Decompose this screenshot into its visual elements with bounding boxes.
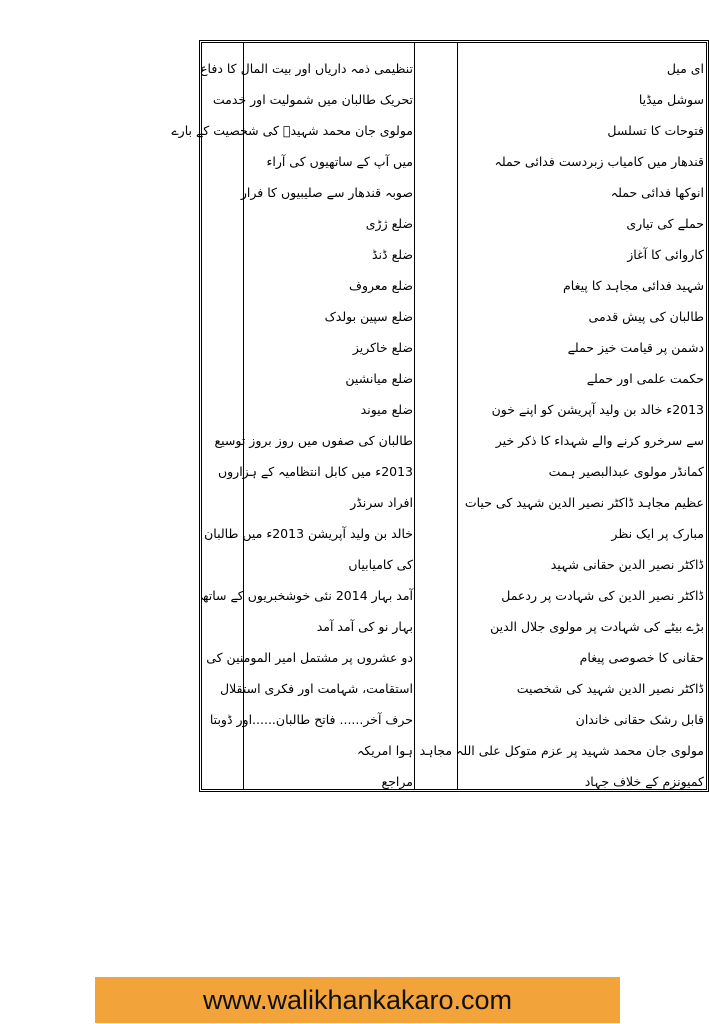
toc-entry: 2013ء خالد بن ولید آپریشن کو اپنے خون xyxy=(491,402,704,417)
toc-entry: حملے کی تیاری xyxy=(626,216,704,231)
toc-right-column xyxy=(419,53,704,797)
toc-entry: ضلع معروف xyxy=(349,278,413,293)
toc-entry: طالبان کی صفوں میں روز بروز توسیع xyxy=(214,433,413,448)
toc-entry: حقانی کا خصوصی پیغام xyxy=(579,650,704,665)
footer-banner xyxy=(95,977,620,1023)
toc-entry: ضلع خاکریز xyxy=(352,340,413,355)
toc-entry: میں آپ کے ساتھیوں کی آراء xyxy=(266,154,413,169)
toc-entry: ضلع میانشین xyxy=(345,371,413,386)
toc-entry: بڑے بیٹے کی شہادت پر مولوی جلال الدین xyxy=(490,619,704,634)
toc-entry: ضلع ڈنڈ xyxy=(372,247,413,262)
table-of-contents xyxy=(171,40,709,792)
toc-entry: انوکھا فدائی حملہ xyxy=(610,185,704,200)
toc-entry: بہار نو کی آمد آمد xyxy=(316,619,413,634)
toc-entry: مراجع xyxy=(381,774,413,789)
toc-entry: دشمن پر قیامت خیز حملے xyxy=(567,340,704,355)
toc-entry: ڈاکٹر نصیر الدین شہید کی شخصیت xyxy=(516,681,704,696)
website-url[interactable]: www.walikhankakaro.com xyxy=(202,985,513,1015)
toc-entry: کمانڈر مولوی عبدالبصیر ہمت xyxy=(548,464,704,479)
toc-entry: مولوی جان محمد شہید پر عزم متوکل علی اللہ مجاہد xyxy=(419,743,704,758)
page-number-column-divider xyxy=(457,43,458,789)
toc-entry: تنظیمی ذمہ داریاں اور بیت المال کا دفاع xyxy=(200,61,413,76)
toc-entry: قندھار میں کامیاب زبردست فدائی حملہ xyxy=(494,154,704,169)
toc-entry: ڈاکٹر نصیر الدین حقانی شہید xyxy=(550,557,704,572)
toc-entry: استقامت، شہامت اور فکری استقلال xyxy=(219,681,413,696)
toc-entry: دو عشروں پر مشتمل امیر المومنین کی xyxy=(206,650,413,665)
toc-entry: تحریک طالبان میں شمولیت اور خدمت xyxy=(212,92,413,107)
center-column-divider xyxy=(414,43,415,789)
toc-entry: شہید فدائی مجاہد کا پیغام xyxy=(563,278,704,293)
toc-entry: ضلع سپین بولدک xyxy=(324,309,413,324)
toc-entry: ہوا امریکہ xyxy=(357,743,413,758)
toc-entry: کمیونزم کے خلاف جہاد xyxy=(584,774,704,789)
toc-entry: مبارک پر ایک نظر xyxy=(611,526,704,541)
toc-entry: عظیم مجاہد ڈاکٹر نصیر الدین شہید کی حیات xyxy=(464,495,704,510)
toc-entry: ڈاکٹر نصیر الدین کی شہادت پر ردعمل xyxy=(501,588,704,603)
toc-entry: حرف آخر...... فاتح طالبان......اور ڈوبتا xyxy=(209,712,413,727)
toc-entry: کاروائی کا آغاز xyxy=(627,247,704,262)
toc-left-column xyxy=(171,53,413,797)
toc-entry: کی کامیابیاں xyxy=(348,557,413,572)
toc-entry: 2013ء میں کابل انتظامیہ کے ہزاروں xyxy=(217,464,413,479)
toc-entry: فتوحات کا تسلسل xyxy=(607,123,704,138)
toc-entry: ای میل xyxy=(666,61,704,76)
toc-entry: حکمت علمی اور حملے xyxy=(586,371,704,386)
toc-entry: مولوی جان محمد شہیدؒ کی شخصیت کے بارے xyxy=(171,123,413,138)
toc-entry: قابل رشک حقانی خاندان xyxy=(575,712,704,727)
toc-entry: سے سرخرو کرنے والے شہداء کا ذکر خیر xyxy=(495,433,704,448)
toc-entry: ضلع میوند xyxy=(360,402,413,417)
toc-entry: خالد بن ولید آپریشن 2013ء میں طالبان xyxy=(204,526,413,541)
toc-entry: آمد بہار 2014 نئی خوشخبریوں کے ساتھ xyxy=(200,588,413,603)
toc-entry: سوشل میڈیا xyxy=(638,92,704,107)
toc-entry: صوبہ قندھار سے صلیبیوں کا فرار xyxy=(240,185,413,200)
toc-entry: ضلع ژڑی xyxy=(365,216,413,231)
toc-entry: افراد سرنڈر xyxy=(350,495,413,510)
toc-entry: طالبان کی پیش قدمی xyxy=(588,309,704,324)
